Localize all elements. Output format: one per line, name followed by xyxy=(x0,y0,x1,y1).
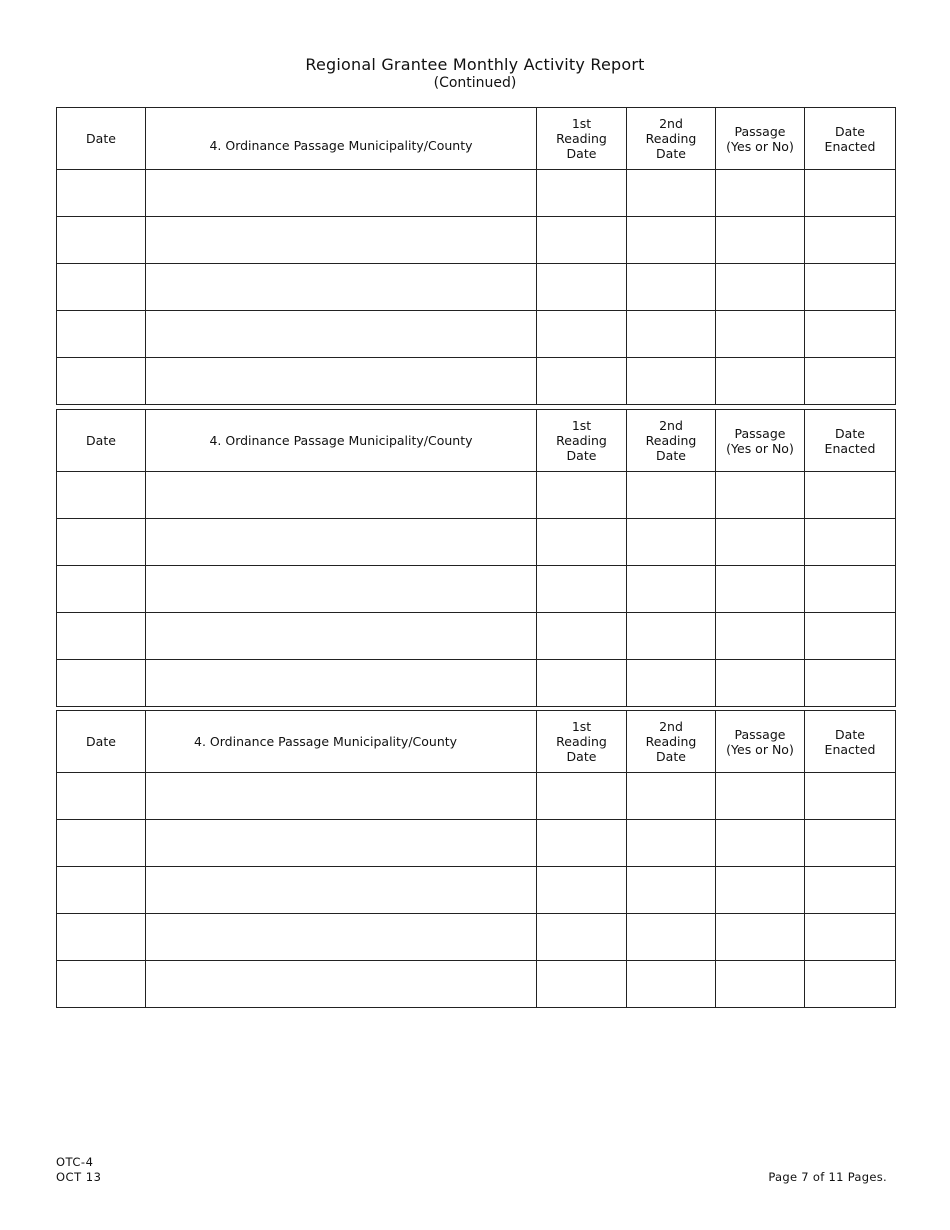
date-cell[interactable] xyxy=(57,613,146,660)
date-enacted-cell[interactable] xyxy=(805,519,896,566)
date-header: Date xyxy=(57,108,146,170)
table-row xyxy=(57,170,896,217)
form-date: OCT 13 xyxy=(56,1170,102,1184)
date-header: Date xyxy=(57,410,146,472)
second-reading-cell[interactable] xyxy=(627,613,716,660)
date-enacted-cell[interactable] xyxy=(805,170,896,217)
date-enacted-header: Date Enacted xyxy=(805,108,896,170)
date-cell[interactable] xyxy=(57,914,146,961)
date-enacted-cell[interactable] xyxy=(805,773,896,820)
form-identifier xyxy=(56,1155,101,1185)
first-reading-header: 1st Reading Date xyxy=(537,108,627,170)
first-reading-cell[interactable] xyxy=(537,472,627,519)
passage-cell[interactable] xyxy=(716,472,805,519)
ordinance-cell[interactable] xyxy=(146,519,537,566)
table-header-row xyxy=(57,711,896,773)
date-cell[interactable] xyxy=(57,170,146,217)
second-reading-cell[interactable] xyxy=(627,358,716,405)
table-row xyxy=(57,773,896,820)
passage-cell[interactable] xyxy=(716,311,805,358)
form-id: OTC-4 xyxy=(56,1155,94,1169)
second-reading-cell[interactable] xyxy=(627,566,716,613)
passage-cell[interactable] xyxy=(716,867,805,914)
date-cell[interactable] xyxy=(57,566,146,613)
ordinance-cell[interactable] xyxy=(146,660,537,707)
passage-cell[interactable] xyxy=(716,519,805,566)
first-reading-cell[interactable] xyxy=(537,773,627,820)
table-row xyxy=(57,914,896,961)
date-enacted-cell[interactable] xyxy=(805,264,896,311)
passage-cell[interactable] xyxy=(716,961,805,1008)
page-number: Page 7 of 11 Pages. xyxy=(768,1170,887,1184)
ordinance-header: 4. Ordinance Passage Municipality/County xyxy=(146,410,537,472)
first-reading-cell[interactable] xyxy=(537,820,627,867)
second-reading-cell[interactable] xyxy=(627,660,716,707)
second-reading-cell[interactable] xyxy=(627,773,716,820)
date-enacted-cell[interactable] xyxy=(805,613,896,660)
first-reading-cell[interactable] xyxy=(537,217,627,264)
date-cell[interactable] xyxy=(57,773,146,820)
second-reading-cell[interactable] xyxy=(627,867,716,914)
ordinance-cell[interactable] xyxy=(146,773,537,820)
first-reading-cell[interactable] xyxy=(537,358,627,405)
ordinance-cell[interactable] xyxy=(146,170,537,217)
table-row xyxy=(57,566,896,613)
first-reading-cell[interactable] xyxy=(537,519,627,566)
date-enacted-cell[interactable] xyxy=(805,867,896,914)
passage-header: Passage (Yes or No) xyxy=(716,108,805,170)
second-reading-cell[interactable] xyxy=(627,519,716,566)
table-row xyxy=(57,867,896,914)
date-cell[interactable] xyxy=(57,358,146,405)
passage-cell[interactable] xyxy=(716,566,805,613)
page-title: Regional Grantee Monthly Activity Report xyxy=(305,55,645,74)
first-reading-cell[interactable] xyxy=(537,566,627,613)
page-subtitle: (Continued) xyxy=(433,75,517,91)
table-row xyxy=(57,613,896,660)
ordinance-cell[interactable] xyxy=(146,914,537,961)
date-cell[interactable] xyxy=(57,217,146,264)
second-reading-cell[interactable] xyxy=(627,820,716,867)
ordinance-cell[interactable] xyxy=(146,264,537,311)
second-reading-cell[interactable] xyxy=(627,170,716,217)
date-enacted-cell[interactable] xyxy=(805,358,896,405)
date-cell[interactable] xyxy=(57,264,146,311)
date-cell[interactable] xyxy=(57,961,146,1008)
ordinance-cell[interactable] xyxy=(146,961,537,1008)
ordinance-table-2 xyxy=(56,409,896,707)
date-enacted-cell[interactable] xyxy=(805,311,896,358)
second-reading-cell[interactable] xyxy=(627,961,716,1008)
table-row xyxy=(57,311,896,358)
ordinance-table-1 xyxy=(56,107,896,405)
ordinance-cell[interactable] xyxy=(146,311,537,358)
date-enacted-cell[interactable] xyxy=(805,660,896,707)
date-enacted-header: Date Enacted xyxy=(805,410,896,472)
passage-cell[interactable] xyxy=(716,660,805,707)
passage-cell[interactable] xyxy=(716,170,805,217)
first-reading-cell[interactable] xyxy=(537,914,627,961)
table-row xyxy=(57,820,896,867)
passage-cell[interactable] xyxy=(716,773,805,820)
first-reading-cell[interactable] xyxy=(537,867,627,914)
date-cell[interactable] xyxy=(57,820,146,867)
date-enacted-cell[interactable] xyxy=(805,566,896,613)
date-enacted-header: Date Enacted xyxy=(805,711,896,773)
date-cell[interactable] xyxy=(57,519,146,566)
table-row xyxy=(57,519,896,566)
ordinance-cell[interactable] xyxy=(146,820,537,867)
second-reading-header: 2nd Reading Date xyxy=(627,410,716,472)
second-reading-header: 2nd Reading Date xyxy=(627,711,716,773)
passage-cell[interactable] xyxy=(716,264,805,311)
passage-cell[interactable] xyxy=(716,358,805,405)
passage-header: Passage (Yes or No) xyxy=(716,410,805,472)
passage-cell[interactable] xyxy=(716,914,805,961)
first-reading-cell[interactable] xyxy=(537,170,627,217)
ordinance-header: 4. Ordinance Passage Municipality/County xyxy=(146,711,537,773)
first-reading-cell[interactable] xyxy=(537,264,627,311)
second-reading-cell[interactable] xyxy=(627,914,716,961)
date-enacted-cell[interactable] xyxy=(805,820,896,867)
second-reading-cell[interactable] xyxy=(627,264,716,311)
second-reading-header: 2nd Reading Date xyxy=(627,108,716,170)
date-enacted-cell[interactable] xyxy=(805,961,896,1008)
ordinance-cell[interactable] xyxy=(146,358,537,405)
first-reading-cell[interactable] xyxy=(537,660,627,707)
date-cell[interactable] xyxy=(57,660,146,707)
first-reading-cell[interactable] xyxy=(537,961,627,1008)
first-reading-cell[interactable] xyxy=(537,311,627,358)
passage-cell[interactable] xyxy=(716,820,805,867)
table-row xyxy=(57,961,896,1008)
passage-cell[interactable] xyxy=(716,613,805,660)
table-row xyxy=(57,472,896,519)
table-header-row xyxy=(57,108,896,170)
second-reading-cell[interactable] xyxy=(627,311,716,358)
date-header: Date xyxy=(57,711,146,773)
second-reading-cell[interactable] xyxy=(627,217,716,264)
ordinance-cell[interactable] xyxy=(146,472,537,519)
date-enacted-cell[interactable] xyxy=(805,472,896,519)
second-reading-cell[interactable] xyxy=(627,472,716,519)
ordinance-cell[interactable] xyxy=(146,867,537,914)
date-cell[interactable] xyxy=(57,472,146,519)
first-reading-header: 1st Reading Date xyxy=(537,410,627,472)
passage-cell[interactable] xyxy=(716,217,805,264)
table-row xyxy=(57,358,896,405)
passage-header: Passage (Yes or No) xyxy=(716,711,805,773)
table-row xyxy=(57,264,896,311)
ordinance-cell[interactable] xyxy=(146,566,537,613)
date-cell[interactable] xyxy=(57,311,146,358)
table-header-row xyxy=(57,410,896,472)
date-enacted-cell[interactable] xyxy=(805,217,896,264)
ordinance-cell[interactable] xyxy=(146,613,537,660)
date-cell[interactable] xyxy=(57,867,146,914)
ordinance-header: 4. Ordinance Passage Municipality/County xyxy=(146,108,537,170)
ordinance-table-3 xyxy=(56,710,896,1008)
table-row xyxy=(57,660,896,707)
ordinance-cell[interactable] xyxy=(146,217,537,264)
date-enacted-cell[interactable] xyxy=(805,914,896,961)
first-reading-header: 1st Reading Date xyxy=(537,711,627,773)
first-reading-cell[interactable] xyxy=(537,613,627,660)
table-row xyxy=(57,217,896,264)
